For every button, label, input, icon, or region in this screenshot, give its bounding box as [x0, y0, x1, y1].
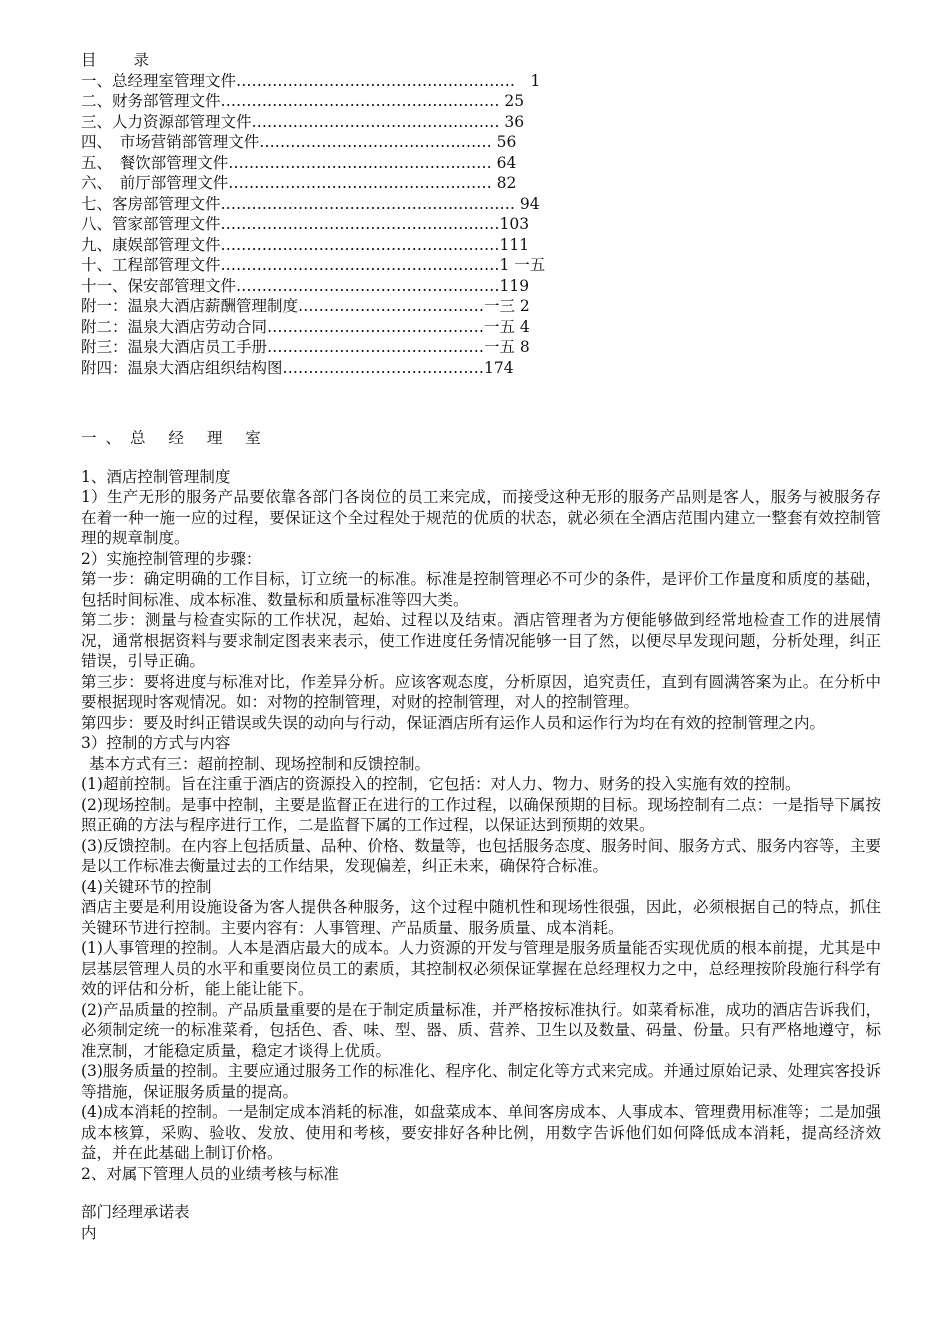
subsection-title: 1、酒店控制管理制度 [81, 467, 231, 486]
toc-entry[interactable]: 九、康娱部管理文件………………………………………………111 [81, 235, 530, 254]
toc-entry[interactable]: 十一、保安部管理文件……………………………………………119 [81, 276, 530, 295]
table-header-fragment: 内 [81, 1223, 97, 1242]
toc-entry[interactable]: 二、财务部管理文件……………………………………………… 25 [81, 92, 525, 110]
paragraph: 第三步：要将进度与标准对比，作差异分析。应该客观态度，分析原因，追究责任，直到有圆满答案为止。在分析中要根据现时客观情况。如：对物的控制管理，对财的控制管理，对人的控制管理。 [81, 672, 881, 711]
paragraph: (4)关键环节的控制 [81, 877, 212, 896]
paragraph: (2)产品质量的控制。产品质量重要的是在于制定质量标准，并严格按标准执行。如菜肴标准，成功的酒店告诉我们，必须制定统一的标准菜肴，包括色、香、味、型、器、质、营养、卫生以及数量、码量、份量。只有严格地遵守，标准烹制，才能稳定质量，稳定才谈得上优质。 [81, 1000, 881, 1060]
toc-entry[interactable]: 三、人力资源部管理文件………………………………………… 36 [81, 112, 525, 131]
paragraph: 2）实施控制管理的步骤： [81, 549, 262, 568]
toc-entry[interactable]: 八、管家部管理文件………………………………………………103 [81, 215, 530, 233]
toc-entry[interactable]: 附四：温泉大酒店组织结构图…………………………………174 [81, 358, 514, 377]
toc-entry[interactable]: 附二：温泉大酒店劳动合同……………………………………一五 4 [81, 317, 530, 336]
paragraph: (1)超前控制。旨在注重于酒店的资源投入的控制，它包括：对人力、物力、财务的投入实施有效的控制。 [81, 775, 801, 793]
paragraph: (4)成本消耗的控制。一是制定成本消耗的标准，如盘菜成本、单间客房成本、人事成本、管理费用标准等；二是加强成本核算，采购、验收、发放、使用和考核，要安排好各种比例，用数字告诉他们如何降低成本消耗，提高经济效益，并在此基础上制订价格。 [81, 1103, 881, 1162]
paragraph: 1）生产无形的服务产品要依靠各部门各岗位的员工来完成，而接受这种无形的服务产品则是客人，服务与被服务存在着一种一施一应的过程，要保证这个全过程处于规范的优质的状态，就必须在全酒店范围内建立一整套有效控制管理的规章制度。 [81, 488, 881, 547]
paragraph: 第四步：要及时纠正错误或失误的动向与行动，保证酒店所有运作人员和运作行为均在有效的控制管理之内。 [81, 713, 826, 732]
paragraph: 第一步：确定明确的工作目标，订立统一的标准。标准是控制管理必不可少的条件，是评价工作量度和质度的基础，包括时间标准、成本标准、数量标和质量标准等四大类。 [81, 570, 881, 609]
toc-entry[interactable]: 附一：温泉大酒店薪酬管理制度………………………………一三 2 [81, 297, 530, 315]
toc-entry[interactable]: 一、总经理室管理文件……………………………………………… 1 [81, 71, 541, 90]
toc-title: 目 录 [81, 51, 152, 69]
table-of-contents [81, 71, 881, 379]
paragraph: 3）控制的方式与内容 [81, 734, 231, 752]
paragraph: 酒店主要是利用设施设备为客人提供各种服务，这个过程中随机性和现场性很强，因此，必须根据自己的特点，抓住关键环节进行控制。主要内容有：人事管理、产品质量、服务质量、成本消耗。 [81, 898, 881, 937]
section-body [81, 467, 881, 1185]
paragraph: 基本方式有三：超前控制、现场控制和反馈控制。 [89, 754, 431, 773]
paragraph: (3)服务质量的控制。主要应通过服务工作的标准化、程序化、制定化等方式来完成。并通过原始记录、处理宾客投诉等措施，保证服务质量的提高。 [81, 1062, 881, 1101]
commitment-table-title: 部门经理承诺表 [81, 1203, 190, 1221]
document-page [81, 50, 881, 1243]
toc-entry[interactable]: 六、 前厅部管理文件…………………………………………… 82 [81, 174, 517, 192]
section-heading: 一、总 经 理 室 [81, 429, 270, 447]
paragraph: 第二步：测量与检查实际的工作状况，起始、过程以及结束。酒店管理者为方便能够做到经常地检查工作的进展情况，通常根据资料与要求制定图表来表示，使工作进度任务情况能够一目了然，以便尽早发现问题，分析处理，纠正错误，引导正确。 [81, 611, 881, 670]
paragraph: (1)人事管理的控制。人本是酒店最大的成本。人力资源的开发与管理是服务质量能否实现优质的根本前提，尤其是中层基层管理人员的水平和重要岗位员工的素质，其控制权必须保证掌握在总经理权力之中，总经理按阶段施行科学有效的评估和分析，能上能让能下。 [81, 939, 881, 998]
toc-entry[interactable]: 四、 市场营销部管理文件……………………………………… 56 [81, 133, 517, 151]
toc-entry[interactable]: 十、工程部管理文件………………………………………………1 一五 [81, 256, 546, 274]
paragraph: (2)现场控制。是事中控制，主要是监督正在进行的工作过程，以确保预期的目标。现场控制有二点：一是指导下属按照正确的方法与程序进行工作，二是监督下属的工作过程，以保证达到预期的效果。 [81, 795, 881, 834]
paragraph: (3)反馈控制。在内容上包括质量、品种、价格、数量等，也包括服务态度、服务时间、服务方式、服务内容等，主要是以工作标准去衡量过去的工作结果，发现偏差，纠正未来，确保符合标准。 [81, 836, 881, 875]
subsection-title: 2、对属下管理人员的业绩考核与标准 [81, 1164, 339, 1183]
toc-entry[interactable]: 附三：温泉大酒店员工手册……………………………………一五 8 [81, 338, 530, 356]
toc-entry[interactable]: 七、客房部管理文件………………………………………………… 94 [81, 194, 540, 213]
toc-entry[interactable]: 五、 餐饮部管理文件…………………………………………… 64 [81, 153, 517, 172]
